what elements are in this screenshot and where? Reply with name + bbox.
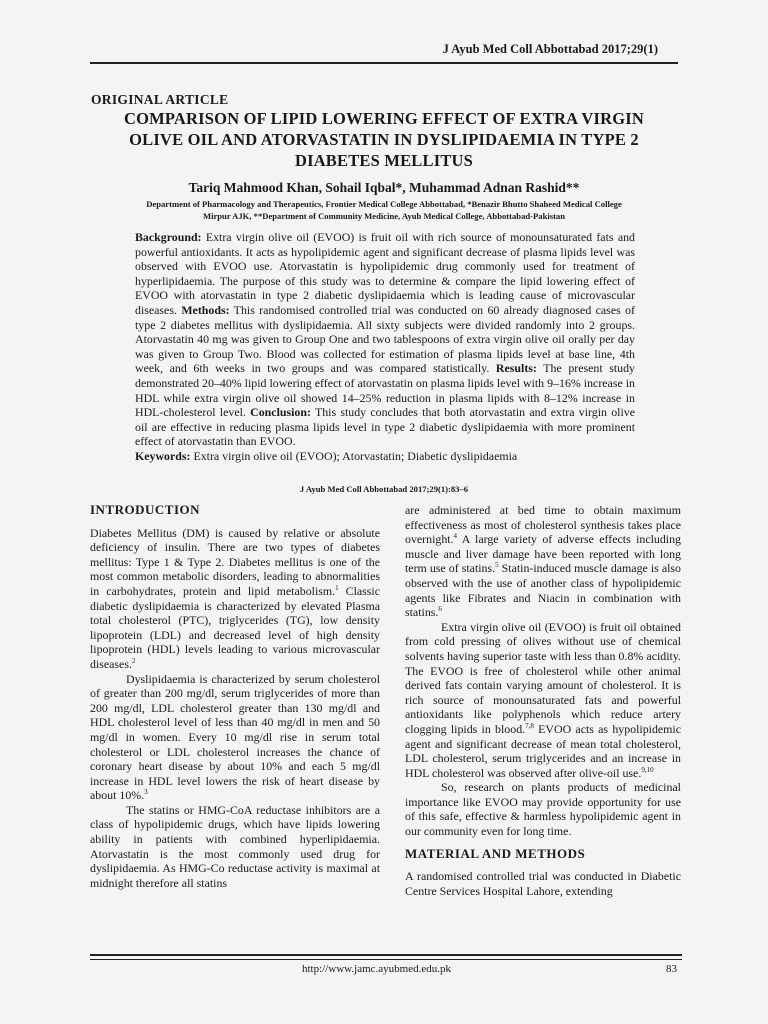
background-label: Background: <box>135 230 202 244</box>
intro-p1a: Diabetes Mellitus (DM) is caused by relative or absolute deficiency of insulin. There are two types of diabetes mellitus: Type 1 & Type 2. Diabetes mellitus is one of the most common metabolic disorders, leading to abnormalities in carbohydrates, protein and lipid metabolism. <box>90 525 380 598</box>
intro-p2: Dyslipidaemia is characterized by serum cholesterol of greater than 200 mg/dl, serum triglycerides of more than 200 mg/dl, LDL cholesterol greater than 130 mg/dl and HDL cholesterol level of less than 40 mg/dl in men and 50 mg/dl in women. Every 10 mg/dl rise in serum total cholesterol or LDL cholesterol increases the chance of coronary heart disease by about 10% and each 5 mg/dl increase in HDL level lowers the risk of heart disease by about 10%. <box>90 671 380 803</box>
ref-5: 5 <box>495 561 499 570</box>
keywords-text: Extra virgin olive oil (EVOO); Atorvastatin; Diabetic dyslipidaemia <box>190 448 518 463</box>
page-number: 83 <box>666 963 677 975</box>
conclusion-label: Conclusion: <box>250 405 311 420</box>
ref-9-10: 9,10 <box>641 765 654 774</box>
header-rule <box>90 62 678 64</box>
methods-label: Methods: <box>181 302 230 317</box>
keywords-label: Keywords: <box>135 448 191 463</box>
journal-header: J Ayub Med Coll Abbottabad 2017;29(1) <box>442 42 658 56</box>
authors: Tariq Mahmood Khan, Sohail Iqbal*, Muhammad Adnan Rashid** <box>188 180 580 195</box>
right-paragraph-2 <box>405 620 681 781</box>
affiliation-line-1: Department of Pharmacology and Therapeutics, Frontier Medical College Abbottabad, *Benazir Bhutto Shaheed Medical College <box>146 199 622 209</box>
ref-7-8: 7,8 <box>525 721 534 730</box>
right-p2a: Extra virgin olive oil (EVOO) is fruit oil obtained from cold pressing of olives without use of chemical solvents having superior taste with less than 0.8% acidity. The EVOO is free of cholesterol while other animal derived fats contain varying amount of cholesterol. It is rich source of monounsaturated fats and powerful antioxidants like polyphenols which reduce artery clogging lipids in blood. <box>405 619 681 736</box>
right-p2b: EVOO acts as hypolipidemic agent and significant decrease of mean total cholesterol, LDL cholesterol, serum triglycerides and an increase in HDL cholesterol was observed after olive-oil use. <box>405 721 682 780</box>
article-type: ORIGINAL ARTICLE <box>91 92 229 107</box>
right-paragraph-3: So, research on plants products of medicinal importance like EVOO may provide opportunity for use of this safe, effective & harmless hypolipidemic agent in our community even for long time. <box>405 780 681 839</box>
intro-paragraph-1 <box>90 526 380 672</box>
abstract-body <box>135 230 635 449</box>
intro-p1b: Classic diabetic dyslipidaemia is characterized by elevated Plasma total cholesterol (PTC), triglycerides (TG), low density lipoprotein (LDL) and decreased level of high density lipoprotein (HDL) levels leading to various microvascular diseases. <box>90 583 380 671</box>
right-paragraph-1 <box>405 503 681 620</box>
ref-6: 6 <box>438 605 442 614</box>
intro-paragraph-3: The statins or HMG-CoA reductase inhibitors are a class of hypolipidemic drugs, which have lipids lowering ability in patients with combined hyperlipidaemia. Atorvastatin is the most commonly used drug for dyslipidaemia. As HMG-Co reductase activity is maximal at midnight therefore all statins <box>90 802 380 890</box>
right-p1c: Statin-induced muscle damage is also observed with the use of another class of hypolipidemic agents like Fibrates and Niacin in combination with statins. <box>405 561 682 620</box>
methods-text: This randomised controlled trial was conducted on 60 already diagnosed cases of type 2 diabetes mellitus with dyslipidaemia. All sixty subjects were divided randomly into 2 groups. Atorvastatin 40 mg was given to Group One and two tablespoons of extra virgin olive oil orally per day was given to Group Two. Blood was collected for estimation of plasma lipids level at base line, 4th week, and 6th weeks in two groups and was compared statistically. <box>135 302 635 376</box>
citation: J Ayub Med Coll Abbottabad 2017;29(1):83–6 <box>299 484 469 494</box>
intro-paragraph-2 <box>90 672 380 803</box>
conclusion-text: This study concludes that both atorvastatin and extra virgin olive oil are effective in reducing plasma lipids level in type 2 diabetic dyslipidaemia with more prominent effect of atorvastatin than EVOO. <box>135 405 635 449</box>
background-text: Extra virgin olive oil (EVOO) is fruit oil with rich source of monounsaturated fats and powerful antioxidants. It acts as hypolipidemic agent and significant decrease of plasma lipids level was observed with EVOO use. Atorvastatin is hypolipidemic drug commonly used for treatment of hyperlipidaemia. The purpose of this study was to determine & compare the lipid lowering effect of EVOO with atorvastatin in type 2 diabetic dyslipidaemia which is leading cause of microvascular diseases. <box>135 230 635 317</box>
left-column <box>90 503 380 890</box>
ref-2: 2 <box>131 656 136 665</box>
ref-1: 1 <box>335 584 339 592</box>
right-p1b: A large variety of adverse effects including muscle and liver damage have been reported with long term use of statins. <box>405 532 681 576</box>
right-column <box>405 503 681 898</box>
right-p1a: are administered at bed time to obtain maximum effectiveness as most of cholesterol synthesis takes place overnight. <box>405 503 681 547</box>
abstract <box>135 230 635 464</box>
results-label: Results: <box>495 361 537 376</box>
affiliation-line-2: Mirpur AJK, **Department of Community Medicine, Ayub Medical College, Abbottabad-Pakistan <box>202 211 566 221</box>
affiliations <box>95 198 673 222</box>
article-title: COMPARISON OF LIPID LOWERING EFFECT OF EXTRA VIRGIN OLIVE OIL AND ATORVASTATIN IN DYSLIPIDAEMIA IN TYPE 2 DIABETES MELLITUS <box>123 109 645 170</box>
results-text: The present study demonstrated 20–40% lipid lowering effect of atorvastatin on plasma lipids level with 9–16% increase in HDL while extra virgin olive oil showed 14–25% reduction in plasma lipids with 8–12% increase in HDL-cholesterol level. <box>135 361 635 420</box>
ref-4: 4 <box>453 532 458 541</box>
footer-rule-thick <box>90 954 682 956</box>
methods-paragraph: A randomised controlled trial was conducted in Diabetic Centre Services Hospital Lahore, extending <box>405 869 681 898</box>
methods-heading: MATERIAL AND METHODS <box>405 845 586 861</box>
ref-3: 3 <box>144 788 148 797</box>
journal-url-link[interactable]: http://www.jamc.ayubmed.edu.pk <box>302 963 451 975</box>
footer-rule-thin <box>90 959 682 960</box>
introduction-heading: INTRODUCTION <box>90 502 201 517</box>
keywords <box>135 449 635 464</box>
